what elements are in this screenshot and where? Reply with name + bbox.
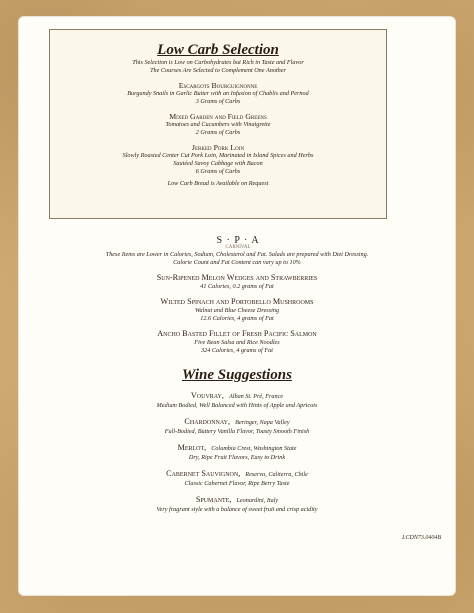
wine-item (0, 391, 474, 402)
wine-item (0, 443, 474, 454)
wine-region: Alban St. Pré, France (228, 393, 284, 400)
spa-item-name: Wilted Spinach and Portobello Mushrooms (160, 297, 314, 306)
wine-region: Beringer, Napa Valley (235, 419, 290, 426)
wine-region: Columbia Crest, Washington State (211, 445, 297, 452)
low-carb-box (49, 29, 387, 219)
low-carb-item-line: Tomatoes and Cucumbers with Vinaigrette (165, 121, 271, 128)
wine-region: Leonardini, Italy (236, 497, 279, 504)
low-carb-intro-2: The Courses Are Selected to Complement One Another (150, 67, 286, 74)
spa-item-line: Walnut and Blue Cheese Dressing (194, 307, 280, 314)
wine-title: Wine Suggestions (182, 367, 292, 383)
menu-code: LCDN73.0404B (402, 535, 441, 541)
wine-region: Reserva, Caliterra, Chile (245, 471, 308, 478)
spa-item-line: 324 Calories, 4 grams of Fat (201, 347, 273, 354)
wine-description: Dry, Ripe Fruit Flavors, Easy to Drink (188, 454, 286, 461)
spa-logo-text: S · P · A (216, 234, 260, 246)
spa-item-line: 41 Calories, 0.2 grams of Fat (200, 283, 274, 290)
spa-logo (196, 232, 280, 248)
wine-description: Medium Bodied, Well Balanced with Hints of Apple and Apricots (156, 402, 318, 409)
low-carb-item-line: Burgundy Snails in Garlic Butter with an Infusion of Chablis and Pernod (127, 90, 309, 97)
wine-name: Vouvray, (190, 391, 224, 400)
spa-note-2: Calorie Count and Fat Content can vary up to 10% (173, 259, 301, 266)
wine-item (0, 495, 474, 506)
spa-item-name: Ancho Basted Fillet of Fresh Pacific Salmon (157, 329, 317, 338)
low-carb-item-line: Sautéed Savoy Cabbage with Bacon (173, 160, 263, 167)
low-carb-item-line: Slowly Roasted Center Cut Pork Loin, Marinated in Island Spices and Herbs (122, 152, 314, 159)
wine-description: Classic Cabernet Flavor, Ripe Berry Taste (184, 480, 290, 487)
spa-section (0, 251, 474, 355)
wine-item (0, 469, 474, 480)
low-carb-intro-1: This Selection is Low on Carbohydrates but Rich in Taste and Flavor (132, 59, 304, 66)
wine-name: Cabernet Sauvignon, (166, 469, 241, 478)
spa-note-1: These Items are Lower in Calories, Sodium, Cholesterol and Fat. Salads are prepared with Diet Dressing. (105, 251, 369, 258)
low-carb-item-line: 6 Grams of Carbs (195, 168, 241, 175)
spa-item-name: Sun-Ripened Melon Wedges and Strawberries (156, 273, 318, 282)
wine-name: Chardonnay, (184, 417, 231, 426)
wine-description: Very fragrant style with a balance of sweet fruit and crisp acidity (156, 506, 318, 513)
wine-description: Full-Bodied, Buttery Vanilla Flavor, Toasty Smooth Finish (164, 428, 310, 435)
low-carb-bread-note: Low Carb Bread is Available on Request (167, 180, 269, 187)
spa-item-line: Five Bean Salsa and Rice Noodles (194, 339, 280, 346)
wine-item (0, 417, 474, 428)
wine-name: Spumante, (195, 495, 232, 504)
low-carb-title: Low Carb Selection (157, 42, 279, 58)
low-carb-item-name: Jerked Pork Loin (191, 143, 245, 152)
low-carb-item-line: 2 Grams of Carbs (195, 129, 241, 136)
low-carb-item-name: Mixed Garden and Field Greens (169, 112, 267, 121)
spa-logo-subtext: CARNIVAL (225, 245, 251, 250)
spa-item-line: 12.6 Calories, 4 grams of Fat (200, 315, 274, 322)
wine-name: Merlot, (177, 443, 207, 452)
low-carb-item-name: Escargots Bourguignonne (178, 81, 258, 90)
wine-section (0, 367, 474, 514)
low-carb-item-line: 3 Grams of Carbs (195, 98, 241, 105)
